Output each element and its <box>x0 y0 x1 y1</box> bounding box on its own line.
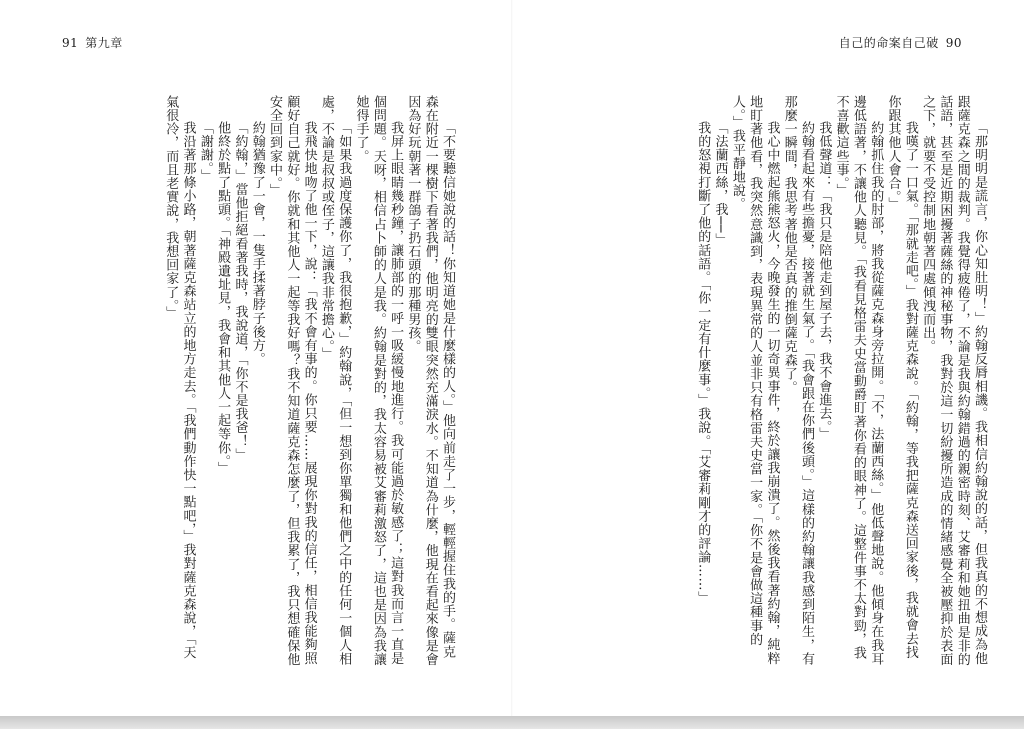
right-running-head: 自己的命案自己破 <box>838 36 939 50</box>
paragraph: 我飛快地吻了他一下，說：「我不會有事的。你只要……展現你對我的信任，相信我能夠照顧好自己就好。你就和其他人一起等我好嗎？我不知道薩克森怎麼了，但我累了，我只想確保他安全回到家中。」 <box>267 95 317 667</box>
paragraph: 我屏上眼睛幾秒鐘，讓肺部的一呼一吸緩慢地進行。我可能過於敏感了；這對我而言一直是個問題。天呀，相信占卜師的人是我。約翰是對的，我太容易被艾審莉激怒了，這也是因為我讓她得手了。 <box>353 95 404 667</box>
paragraph: 我低聲道：「我只是陪他走到屋子去，我不會進去。」 <box>816 121 832 441</box>
right-page <box>512 0 1024 716</box>
right-page-text <box>596 95 988 670</box>
paragraph: 「法蘭西絲，我──」 <box>712 121 728 247</box>
right-page-number: 90 <box>945 36 962 50</box>
paragraph: 「不要聽信她說的話！你知道她是什麼樣的人。」他向前走了一步，輕輕握住我的手。薩克森在附近一棵樹下看著我們，他明亮的雙眼突然充滿淚水。不知道為什麼，他現在看起來像是會因為好玩朝著一群鴿子扔石頭的那種男孩。 <box>405 95 455 667</box>
paragraph: 約翰猶豫了一會，一隻手揉著脖子後方。 <box>249 121 265 366</box>
paragraph: 我心中燃起熊熊怒火，今晚發生的一切奇異事件，終於讓我崩潰了。然後我看著約翰，純粹地盯著他看，我突然意識到，表現異常的人並非只有格雷夫史當一家。「你不是會做這種事的人。」我平靜地說。 <box>729 95 780 665</box>
paragraph: 約翰抓住我的肘部，將我從薩克森身旁拉開。「不，法蘭西絲。」他低聲地說。他傾身在我耳邊低語著，不讓他人聽見。「我看見格雷夫史當動爵盯著你看的眼神了。這整件事不太對勁，我不喜歡這些事。」 <box>833 95 884 666</box>
paragraph: 我嘆了一口氣。「那就走吧。」我對薩克森說。「約翰，等我把薩克森送回家後，我就會去找你跟其他人會合。」 <box>885 95 918 660</box>
left-running-head: 第九章 <box>85 36 123 50</box>
bottom-edge-bar <box>0 716 1024 729</box>
right-page-header <box>839 34 962 51</box>
paragraph: 「謝謝。」 <box>197 121 213 183</box>
paragraph: 「如果我過度保護你了，我很抱歉，」約翰說，「但一想到你單獨和他們之中的任何一個人相處，不論是叔叔或侄子，這讓我非常擔心。」 <box>318 95 352 666</box>
paragraph: 我的怒視打斷了他的話語。「你一定有什麼事。」我說。「艾審莉剛才的評論……」 <box>695 121 711 605</box>
left-page-header <box>62 34 123 51</box>
paragraph: 他終於點了點頭。「神殿遺址見，我會和其他人一起等你。」 <box>215 121 231 476</box>
left-page-text <box>56 95 456 670</box>
paragraph: 約翰看起來有些擔憂，接著就生氣了。「我會跟在你們後頭。」這樣的約翰讓我感到陌生，有那麼一瞬間，我思考著他是否真的推倒薩克森了。 <box>781 95 815 666</box>
left-page-number: 91 <box>62 36 79 50</box>
paragraph: 「約翰，」當他拒絕看著我時，我說道，「你不是我爸！」 <box>232 121 248 462</box>
left-page <box>0 0 512 716</box>
paragraph: 我沿著那條小路，朝著薩克森站立的地方走去。「我們動作快一點吧，」我對薩克森說，「天氣很冷，而且老實說，我想回家了。」 <box>163 95 196 660</box>
paragraph: 「那明明是謊言，你心知肚明！」約翰反脣相譏。我相信約翰說的話，但我真的不想成為他跟薩克森之間的裁判。我覺得疲倦了，不論是我與約翰錯過的親密時刻、艾審莉和她扭曲是非的話語，甚至是近期困擾著薩絲的神秘事物，我對於這一切紛擾所造成的情緒感覺全被壓抑於表面之下，就要不受控制地朝著四處傾洩而出。 <box>920 95 987 667</box>
